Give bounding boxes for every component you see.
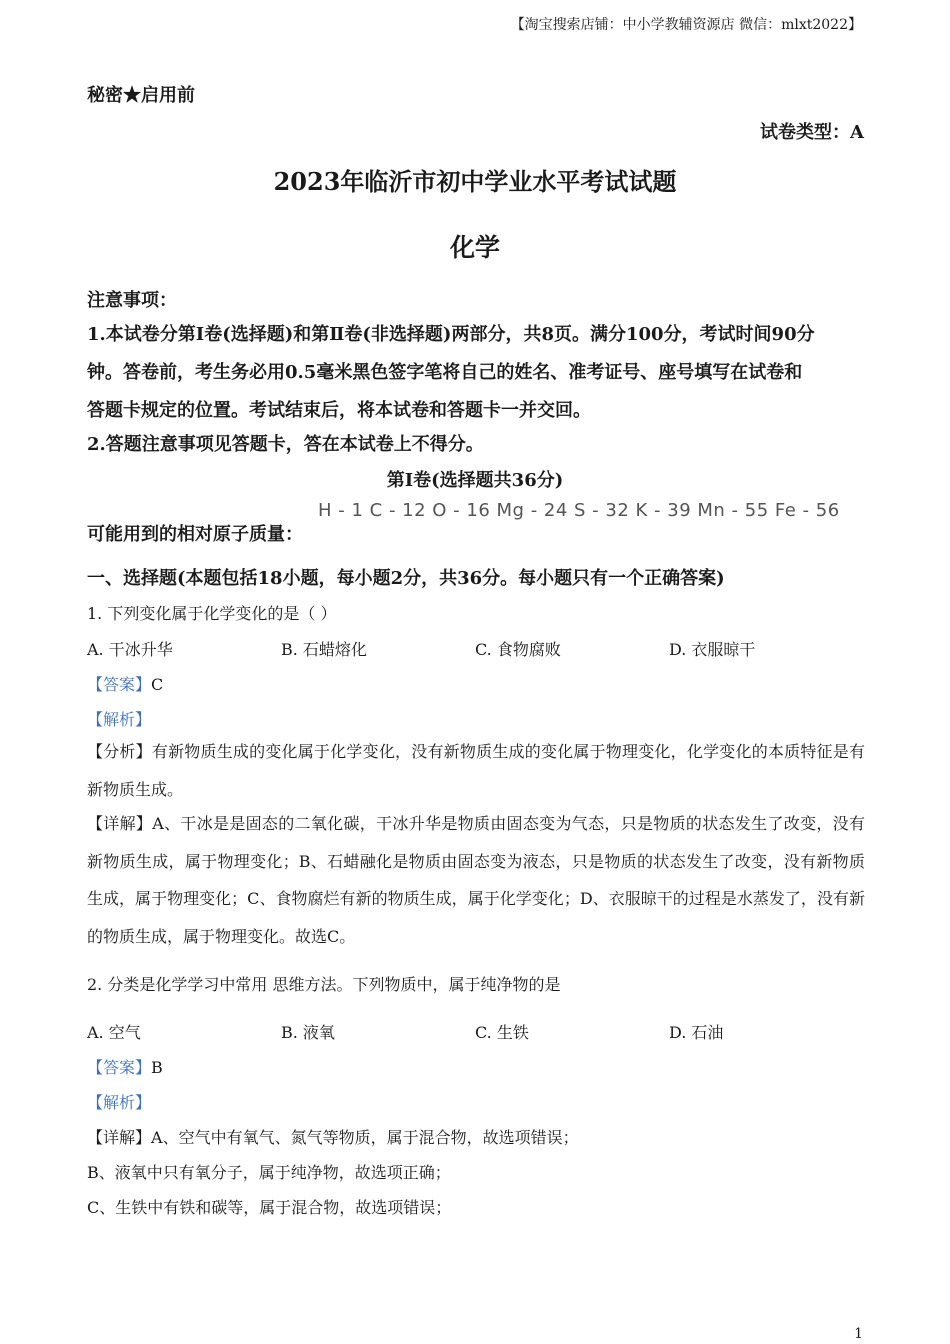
notes-line: 钟。答卷前，考生务必用0.5毫米黑色签字笔将自己的姓名、准考证号、座号填写在试卷和 <box>87 362 803 383</box>
answer-label: 【答案】 <box>87 675 152 694</box>
answer-line <box>87 1055 163 1078</box>
paper-type: 试卷类型：A <box>760 122 864 143</box>
mc-heading: 一、选择题(本题包括18小题，每小题2分，共36分。每小题只有一个正确答案) <box>87 568 725 589</box>
answer-label: 【答案】 <box>87 1058 152 1077</box>
notes-line: 答题卡规定的位置。考试结束后，将本试卷和答题卡一并交回。 <box>87 400 591 421</box>
option-d: D. 衣服晾干 <box>669 640 756 659</box>
fenxi-text: 有新物质生成的变化属于化学变化，没有新物质生成的变化属于物理变化，化学变化的本质特征是有新物质生成。 <box>87 742 865 799</box>
section-title: 第Ⅰ卷(选择题共36分) <box>386 470 564 491</box>
option-b: B. 液氧 <box>281 1023 335 1042</box>
detail-paragraph <box>87 805 865 955</box>
analysis-label: 【解析】 <box>87 710 152 729</box>
detail-text: A、空气中有氧气、氮气等物质，属于混合物，故选项错误； <box>151 1128 579 1147</box>
detail-label: 【详解】 <box>87 1128 152 1147</box>
option-a: A. 空气 <box>87 1023 141 1042</box>
atomic-masses: H - 1 C - 12 O - 16 Mg - 24 S - 32 K - 39 Mn - 55 Fe - 56 <box>318 500 840 521</box>
question-stem: 1. 下列变化属于化学变化的是（ ） <box>87 604 337 623</box>
detail-line <box>87 1125 579 1148</box>
fenxi-label: 【分析】 <box>87 742 152 761</box>
secret-label: 秘密★启用前 <box>87 85 195 106</box>
option-d: D. 石油 <box>669 1023 724 1042</box>
analysis-label: 【解析】 <box>87 1093 152 1112</box>
atomic-masses-label: 可能用到的相对原子质量： <box>87 524 303 545</box>
exam-subject: 化学 <box>449 233 500 262</box>
option-a: A. 干冰升华 <box>87 640 173 659</box>
fenxi-paragraph <box>87 733 865 808</box>
notes-line: 2.答题注意事项见答题卡，答在本试卷上不得分。 <box>87 434 484 455</box>
detail-text: A、干冰是是固态的二氧化碳，干冰升华是物质由固态变为气态，只是物质的状态发生了改变，没有新物质生成，属于物理变化；B、石蜡融化是物质由固态变为液态，只是物质的状态发生了改变，没有新物质生成，属于物理变化；C、食物腐烂有新的物质生成，属于化学变化；D、衣服晾干的过程是水蒸发了，没有新的物质生成，属于物理变化。故选C。 <box>87 814 865 946</box>
notes-heading: 注意事项： <box>87 290 177 311</box>
exam-title: 2023年临沂市初中学业水平考试试题 <box>273 167 677 196</box>
question-stem: 2. 分类是化学学习中常用 思维方法。下列物质中，属于纯净物的是 <box>87 975 561 994</box>
detail-label: 【详解】 <box>87 814 153 833</box>
detail-line: B、液氧中只有氧分子，属于纯净物，故选项正确； <box>87 1163 451 1182</box>
answer-line <box>87 672 163 695</box>
page-number: 1 <box>854 1326 863 1342</box>
answer-value: B <box>151 1058 163 1077</box>
answer-value: C <box>151 675 164 694</box>
detail-line: C、生铁中有铁和碳等，属于混合物，故选项错误； <box>87 1198 452 1217</box>
option-b: B. 石蜡熔化 <box>281 640 367 659</box>
option-c: C. 食物腐败 <box>475 640 561 659</box>
option-c: C. 生铁 <box>475 1023 529 1042</box>
header-note: 【淘宝搜索店铺：中小学教辅资源店 微信：mlxt2022】 <box>510 17 862 33</box>
notes-line: 1.本试卷分第Ⅰ卷(选择题)和第Ⅱ卷(非选择题)两部分，共8页。满分100分，考试时间90分 <box>87 324 815 345</box>
